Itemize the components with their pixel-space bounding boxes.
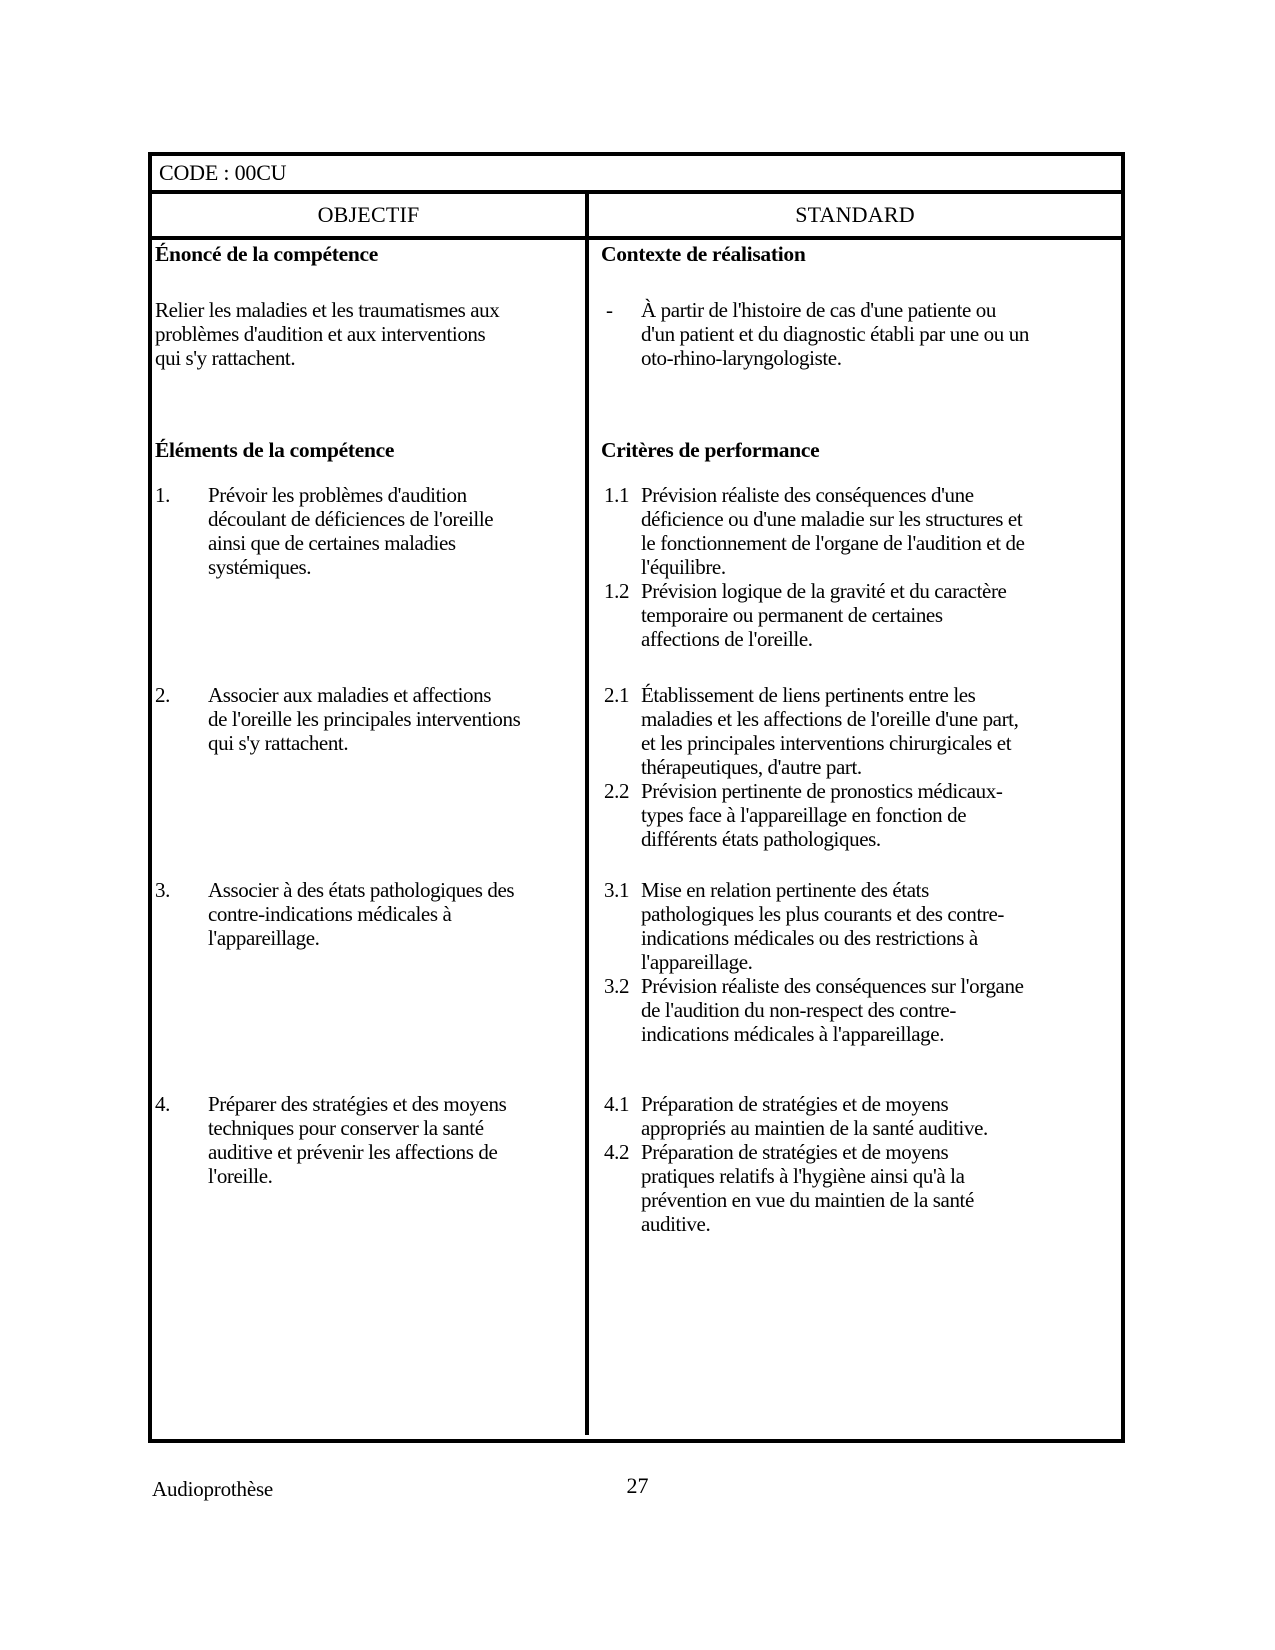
critere-item-4-2 [604,1140,1121,1236]
item-line: À partir de l'histoire de cas d'une patiente ou [641,298,996,322]
item-line: thérapeutiques, d'autre part. [641,755,862,779]
item-number: 2.2 [604,779,630,803]
item-line: qui s'y rattachent. [208,731,349,755]
item-line: Prévoir les problèmes d'audition [208,483,467,507]
section-title-enonce: Énoncé de la compétence [155,242,378,266]
contexte-item [606,298,1121,370]
item-line: Préparation de stratégies et de moyens [641,1140,949,1164]
item-line: Prévision logique de la gravité et du caractère [641,579,1007,603]
section-title-elements: Éléments de la compétence [155,438,395,462]
footer-document-name: Audioprothèse [152,1477,274,1501]
objectif-column [152,240,589,1435]
item-number: 2.1 [604,683,630,707]
item-line: indications médicales ou des restrictions à [641,926,978,950]
item-line: appropriés au maintien de la santé auditive. [641,1116,988,1140]
item-line: indications médicales à l'appareillage. [641,1022,945,1046]
item-line: Établissement de liens pertinents entre les [641,683,976,707]
item-line: de l'audition du non-respect des contre- [641,998,956,1022]
element-item-1 [155,483,585,579]
item-number: 4.1 [604,1092,630,1116]
item-line: pratiques relatifs à l'hygiène ainsi qu'à la [641,1164,965,1188]
item-line: de l'oreille les principales interventions [208,707,521,731]
item-line: Préparer des stratégies et des moyens [208,1092,507,1116]
item-number: 2. [155,683,170,707]
item-number: 1. [155,483,170,507]
critere-item-1-1 [604,483,1121,579]
item-line: l'équilibre. [641,555,726,579]
enonce-paragraph [155,298,499,370]
item-number: 1.2 [604,579,630,603]
item-number: 3.1 [604,878,630,902]
item-number: 1.1 [604,483,630,507]
item-line: prévention en vue du maintien de la santé [641,1188,974,1212]
item-line: Associer aux maladies et affections [208,683,492,707]
item-line: affections de l'oreille. [641,627,813,651]
standard-column [589,240,1121,1435]
item-line: ainsi que de certaines maladies [208,531,456,555]
code-label: CODE : 00CU [159,160,287,185]
critere-item-2-1 [604,683,1121,779]
section-title-contexte: Contexte de réalisation [601,242,806,266]
item-line: Mise en relation pertinente des états [641,878,929,902]
item-line: découlant de déficiences de l'oreille [208,507,494,531]
column-header-objectif: OBJECTIF [152,194,589,236]
element-item-3 [155,878,585,950]
column-header-row [152,194,1121,240]
critere-item-3-1 [604,878,1121,974]
item-line: l'appareillage. [208,926,320,950]
item-line: temporaire ou permanent de certaines [641,603,943,627]
item-line: Prévision réaliste des conséquences d'une [641,483,974,507]
item-line: pathologiques les plus courants et des contre- [641,902,1005,926]
column-header-standard: STANDARD [795,202,915,227]
paragraph-line: problèmes d'audition et aux interventions [155,322,486,346]
table-body [152,240,1121,1435]
item-line: le fonctionnement de l'organe de l'audition et de [641,531,1025,555]
element-item-2 [155,683,585,755]
item-line: auditive. [641,1212,711,1236]
item-line: maladies et les affections de l'oreille d'une part, [641,707,1019,731]
item-line: systémiques. [208,555,312,579]
paragraph-line: Relier les maladies et les traumatismes aux [155,298,500,322]
item-number: 3.2 [604,974,630,998]
section-title-criteres: Critères de performance [601,438,820,462]
item-number: 4.2 [604,1140,630,1164]
item-line: et les principales interventions chirurgicales et [641,731,1012,755]
item-line: Préparation de stratégies et de moyens [641,1092,949,1116]
critere-item-2-2 [604,779,1121,851]
item-line: différents états pathologiques. [641,827,881,851]
item-number: 4. [155,1092,170,1116]
critere-item-4-1 [604,1092,1121,1140]
item-line: Prévision pertinente de pronostics médicaux- [641,779,1003,803]
footer-page-number: 27 [626,1473,649,1498]
element-item-4 [155,1092,585,1188]
item-line: Associer à des états pathologiques des [208,878,515,902]
competency-table [148,152,1125,1443]
item-line: l'appareillage. [641,950,753,974]
item-line: auditive et prévenir les affections de [208,1140,498,1164]
dash-marker: - [606,298,613,322]
code-row [152,156,1121,194]
paragraph-line: qui s'y rattachent. [155,346,296,370]
item-line: techniques pour conserver la santé [208,1116,484,1140]
item-number: 3. [155,878,170,902]
critere-item-3-2 [604,974,1121,1046]
item-line: d'un patient et du diagnostic établi par une ou un [641,322,1029,346]
item-line: déficience ou d'une maladie sur les structures et [641,507,1023,531]
item-line: types face à l'appareillage en fonction de [641,803,967,827]
critere-item-1-2 [604,579,1121,651]
item-line: contre-indications médicales à [208,902,452,926]
item-line: l'oreille. [208,1164,273,1188]
item-line: Prévision réaliste des conséquences sur l'organe [641,974,1024,998]
item-line: oto-rhino-laryngologiste. [641,346,842,370]
